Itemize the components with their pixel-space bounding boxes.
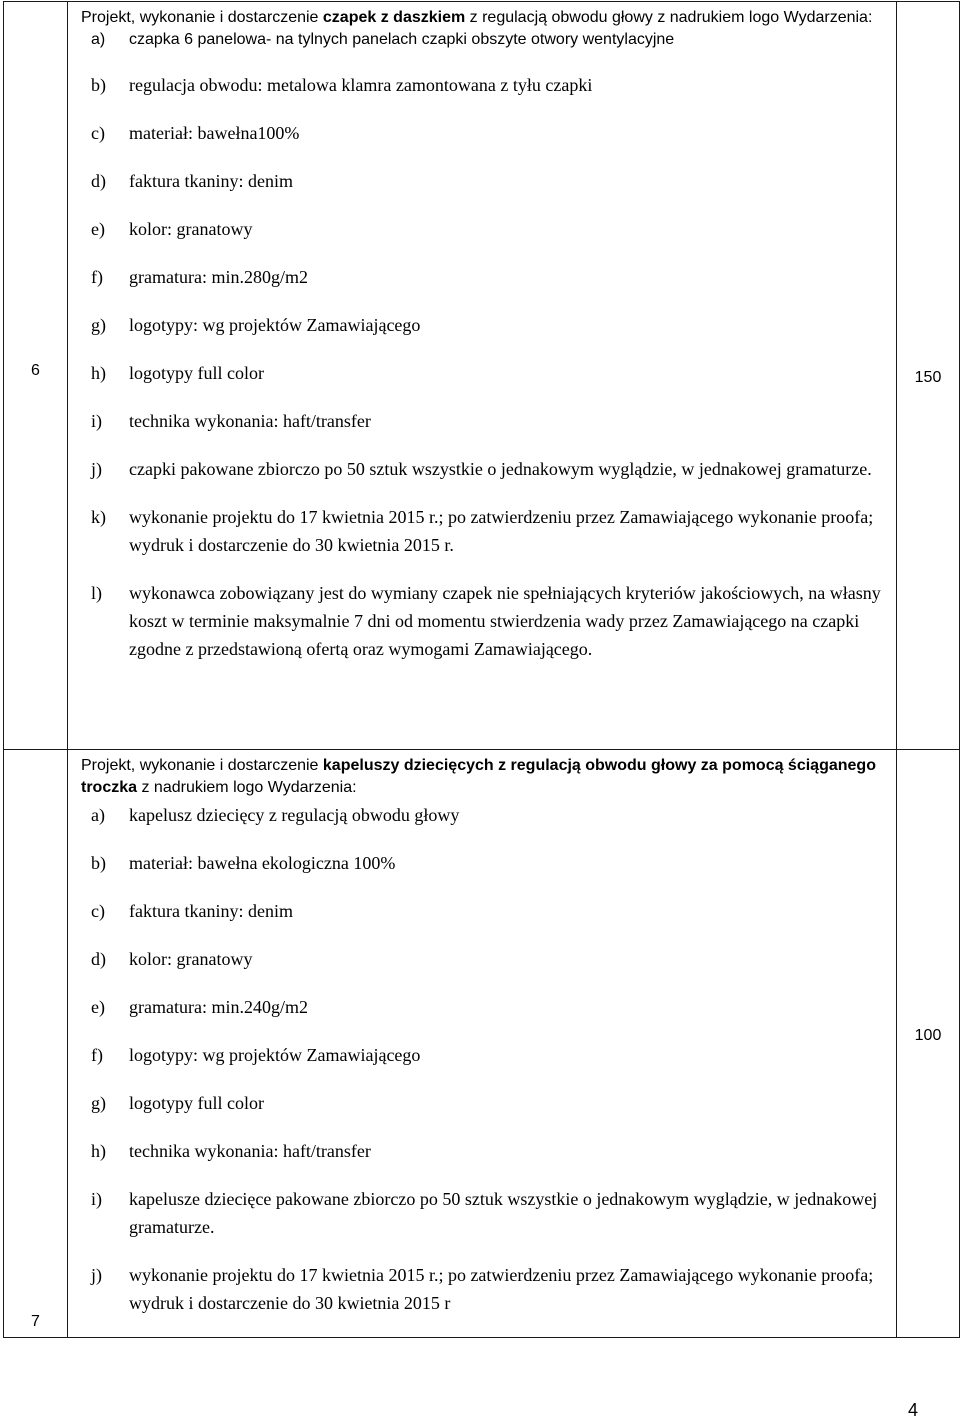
- list-item-label: i): [91, 1189, 102, 1209]
- list-item: [91, 945, 888, 973]
- list-item: [91, 167, 888, 195]
- list-item-label: e): [91, 219, 105, 239]
- list-item: [91, 1261, 888, 1317]
- list-item-text: faktura tkaniny: denim: [129, 901, 293, 921]
- list-item-label: c): [91, 123, 105, 143]
- spec-list: [81, 29, 888, 663]
- list-item-text: logotypy full color: [129, 1093, 264, 1113]
- list-item-text: wykonanie projektu do 17 kwietnia 2015 r.; po zatwierdzeniu przez Zamawiającego wykonanie proofa; wydruk i dostarczenie do 30 kwietnia 2015 r.: [129, 507, 874, 555]
- list-item-label: c): [91, 901, 105, 921]
- list-item: [91, 579, 888, 663]
- list-item: [91, 119, 888, 147]
- list-item: [91, 311, 888, 339]
- list-item-label: a): [91, 805, 105, 825]
- intro-prefix: Projekt, wykonanie i dostarczenie: [81, 9, 323, 26]
- intro-product-name: czapek z daszkiem: [322, 9, 466, 26]
- quantity-cell: [897, 750, 960, 1338]
- intro-prefix: Projekt, wykonanie i dostarczenie: [81, 757, 323, 774]
- list-item-label: h): [91, 363, 106, 383]
- item-intro: [81, 7, 888, 29]
- table-row: [4, 2, 960, 750]
- list-item: [91, 897, 888, 925]
- list-item: [91, 455, 888, 483]
- list-item-label: j): [91, 1265, 102, 1285]
- list-item: [91, 1137, 888, 1165]
- intro-product-name: kapeluszy dziecięcych z regulacją obwodu głowy za pomocą ściąganego troczka: [81, 757, 876, 796]
- page-number: 4: [908, 1400, 919, 1420]
- list-item: [91, 1089, 888, 1117]
- list-item-text: kapelusz dziecięcy z regulacją obwodu głowy: [129, 805, 460, 825]
- list-item: [91, 1185, 888, 1241]
- specification-table: [3, 1, 960, 1338]
- intro-suffix: z regulacją obwodu głowy z nadrukiem logo Wydarzenia:: [465, 9, 873, 26]
- list-item-text: czapka 6 panelowa- na tylnych panelach czapki obszyte otwory wentylacyjne: [129, 31, 675, 48]
- table-row: [4, 750, 960, 1338]
- row-number-cell: [4, 750, 68, 1338]
- list-item-text: materiał: bawełna ekologiczna 100%: [129, 853, 396, 873]
- list-item-label: g): [91, 315, 106, 335]
- list-item-text: technika wykonania: haft/transfer: [129, 1141, 371, 1161]
- list-item-text: wykonanie projektu do 17 kwietnia 2015 r.; po zatwierdzeniu przez Zamawiającego wykonanie proofa; wydruk i dostarczenie do 30 kwietnia 2015 r: [129, 1265, 874, 1313]
- list-item-text: logotypy: wg projektów Zamawiającego: [129, 315, 421, 335]
- quantity-value: 150: [914, 368, 942, 386]
- list-item-text: wykonawca zobowiązany jest do wymiany czapek nie spełniających kryteriów jakościowych, na własny koszt w terminie maksymalnie 7 dni od momentu stwierdzenia wady przez Zamawiającego na czapki zgodne z przedstawioną ofertą oraz wymogami Zamawiającego.: [129, 583, 881, 659]
- list-item: [91, 407, 888, 435]
- list-item-label: l): [91, 583, 102, 603]
- list-item-label: b): [91, 853, 106, 873]
- list-item-text: faktura tkaniny: denim: [129, 171, 293, 191]
- list-item-text: gramatura: min.240g/m2: [129, 997, 308, 1017]
- list-item-text: gramatura: min.280g/m2: [129, 267, 308, 287]
- quantity-value: 100: [914, 1026, 942, 1044]
- list-item-label: f): [91, 1045, 103, 1065]
- list-item-text: technika wykonania: haft/transfer: [129, 411, 371, 431]
- list-item-text: regulacja obwodu: metalowa klamra zamontowana z tyłu czapki: [129, 75, 593, 95]
- list-item-text: materiał: bawełna100%: [129, 123, 300, 143]
- list-item-label: k): [91, 507, 106, 527]
- quantity-cell: [897, 2, 960, 750]
- row-number: 6: [31, 361, 40, 379]
- list-item-label: a): [91, 31, 106, 48]
- list-item-text: logotypy: wg projektów Zamawiającego: [129, 1045, 421, 1065]
- list-item-label: e): [91, 997, 105, 1017]
- row-number: 7: [31, 1313, 40, 1330]
- list-item: [91, 29, 888, 51]
- list-item-text: logotypy full color: [129, 363, 264, 383]
- description-cell: [68, 750, 897, 1338]
- list-item: [91, 263, 888, 291]
- list-item-label: g): [91, 1093, 106, 1113]
- list-item-label: j): [91, 459, 102, 479]
- list-item: [91, 801, 888, 829]
- row-number-cell: [4, 2, 68, 750]
- list-item: [91, 503, 888, 559]
- list-item-label: d): [91, 949, 106, 969]
- list-item: [91, 215, 888, 243]
- list-item-label: f): [91, 267, 103, 287]
- list-item-text: kolor: granatowy: [129, 949, 253, 969]
- description-cell: [68, 2, 897, 750]
- list-item: [91, 71, 888, 99]
- list-item-label: b): [91, 75, 106, 95]
- list-item-text: kolor: granatowy: [129, 219, 253, 239]
- intro-suffix: z nadrukiem logo Wydarzenia:: [137, 779, 357, 796]
- spec-list: [81, 801, 888, 1317]
- list-item: [91, 849, 888, 877]
- list-item: [91, 993, 888, 1021]
- list-item: [91, 359, 888, 387]
- list-item-label: i): [91, 411, 102, 431]
- list-item: [91, 1041, 888, 1069]
- list-item-label: d): [91, 171, 106, 191]
- list-item-text: czapki pakowane zbiorczo po 50 sztuk wszystkie o jednakowym wyglądzie, w jednakowej gramaturze.: [129, 459, 872, 479]
- list-item-label: h): [91, 1141, 106, 1161]
- list-item-text: kapelusze dziecięce pakowane zbiorczo po 50 sztuk wszystkie o jednakowym wyglądzie, w jednakowej gramaturze.: [129, 1189, 878, 1237]
- item-intro: [81, 755, 888, 799]
